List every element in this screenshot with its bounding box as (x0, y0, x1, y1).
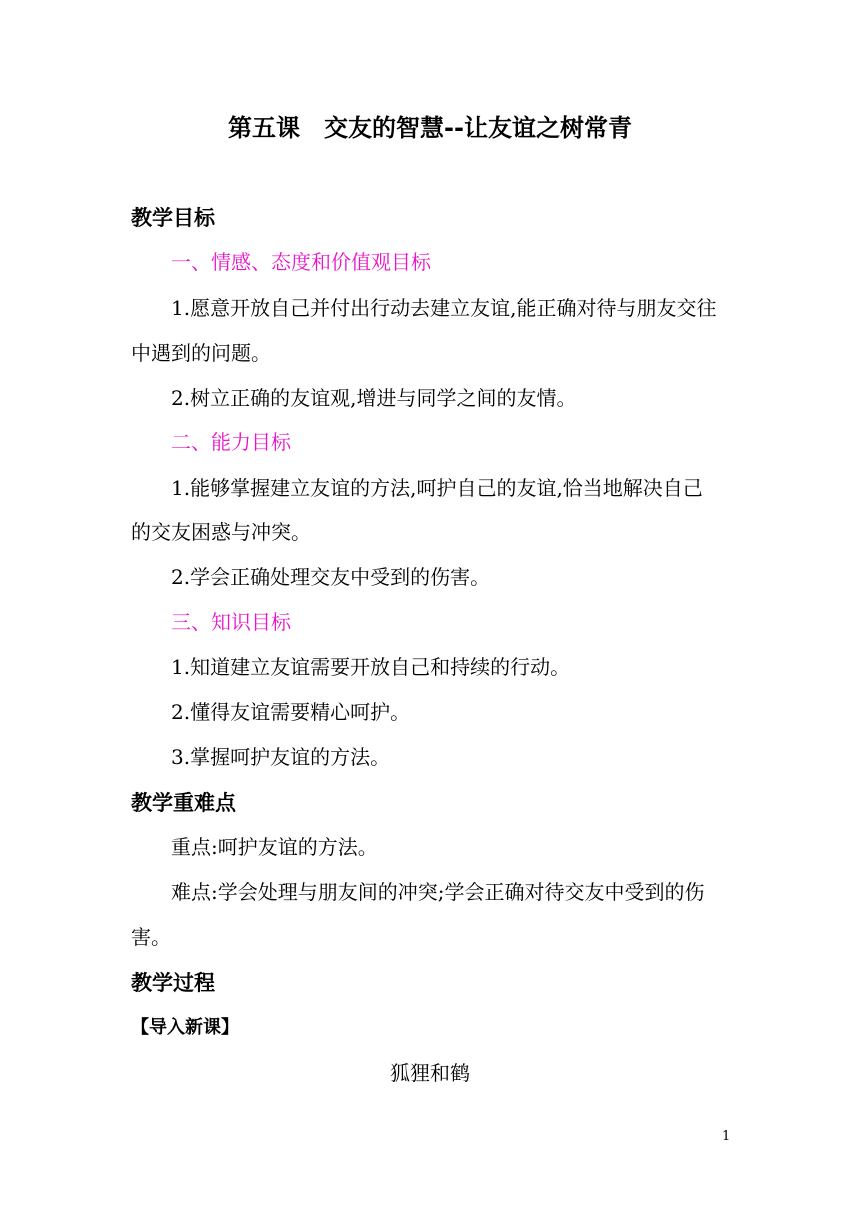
section-heading-key-points: 教学重难点 (131, 791, 236, 815)
story-title: 狐狸和鹤 (390, 1061, 470, 1085)
paragraph-line: 2.树立正确的友谊观,增进与同学之间的友情。 (171, 386, 577, 410)
paragraph-line: 2.学会正确处理交友中受到的伤害。 (171, 565, 491, 589)
subheading-knowledge-goals: 三、知识目标 (171, 610, 291, 634)
page-number: 1 (722, 1129, 731, 1144)
paragraph-line: 2.懂得友谊需要精心呵护。 (171, 700, 411, 724)
section-heading-objectives: 教学目标 (131, 206, 215, 230)
subheading-emotion-goals: 一、情感、态度和价值观目标 (171, 250, 431, 274)
section-heading-process: 教学过程 (131, 971, 215, 995)
intro-label: 【导入新课】 (131, 1017, 239, 1038)
paragraph-line: 1.愿意开放自己并付出行动去建立友谊,能正确对待与朋友交往 (171, 296, 717, 320)
paragraph-line: 的交友困惑与冲突。 (131, 520, 311, 544)
paragraph-line: 害。 (131, 925, 171, 949)
subheading-ability-goals: 二、能力目标 (171, 430, 291, 454)
document-title: 第五课 交友的智慧--让友谊之树常青 (228, 114, 632, 142)
paragraph-line: 1.知道建立友谊需要开放自己和持续的行动。 (171, 655, 571, 679)
paragraph-line: 难点:学会处理与朋友间的冲突;学会正确对待交友中受到的伤 (171, 880, 705, 904)
paragraph-line: 3.掌握呵护友谊的方法。 (171, 745, 391, 769)
paragraph-line: 重点:呵护友谊的方法。 (171, 835, 378, 859)
paragraph-line: 1.能够掌握建立友谊的方法,呵护自己的友谊,恰当地解决自己 (171, 476, 703, 500)
paragraph-line: 中遇到的问题。 (131, 341, 271, 365)
